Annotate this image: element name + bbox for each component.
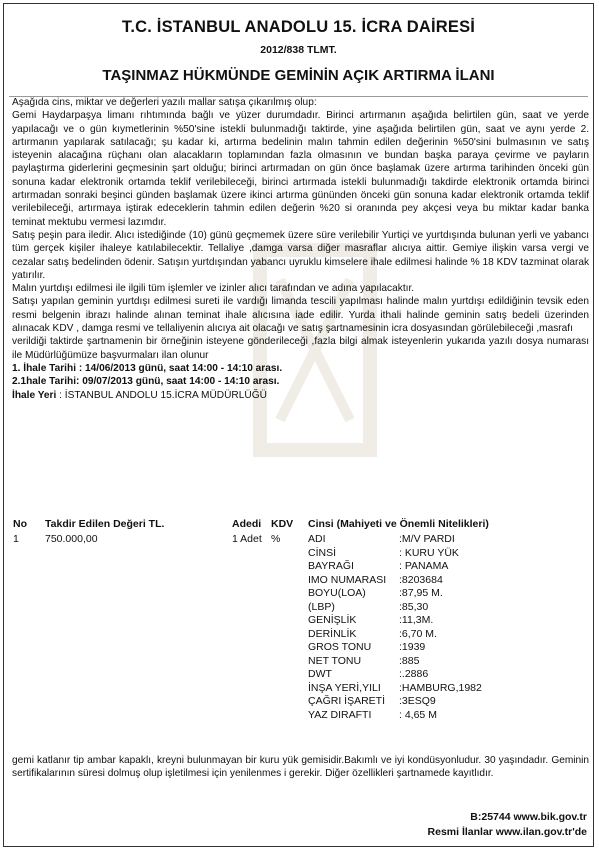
spec-value: :3ESQ9 — [399, 695, 436, 707]
spec-key: YAZ DIRAFTI — [308, 708, 372, 721]
payment-paragraph: Satış peşin para iledir. Alıcı istediğinde (10) günü geçmemek üzere süre verilebilir Yurtiçi ve yurtdışında bulunan yerli ve yabancı tüm gerçek kişiler ihaleye katılabilecektir. Tellaliye ,damga varsa diğer masraflar alıcıya aittir. Gemiye ilişkin varsa vergi ve cezalar satış bedelinden ödenir. Satışın yurtdışından yabancı uyruklu kimselere ihale edilmesi halinde % 18 KDV tazminat olarak yatırılır. — [12, 228, 590, 281]
file-number: 2012/838 TLMT. — [260, 44, 337, 56]
spec-key: İNŞA YERİ,YILI — [308, 681, 381, 694]
row-qty: 1 Adet — [232, 533, 262, 545]
second-auction-date: 2.1hale Tarihi: 09/07/2013 günü, saat 14:00 - 14:10 arası. — [12, 375, 280, 388]
notice-title: TAŞINMAZ HÜKMÜNDE GEMİNİN AÇIK ARTIRMA İLANI — [102, 67, 495, 84]
spec-value: :87,95 M. — [399, 587, 443, 599]
row-kdv: % — [271, 533, 281, 545]
spec-key: GROS TONU — [308, 641, 372, 653]
spec-key: ADI — [308, 533, 326, 545]
spec-key: BAYRAĞI — [308, 560, 354, 572]
first-auction-date: 1. İhale Tarihi : 14/06/2013 günü, saat 14:00 - 14:10 arası. — [12, 361, 283, 374]
spec-value: : 4,65 M — [399, 708, 437, 721]
spec-key: NET TONU — [308, 654, 362, 667]
row-value: 750.000,00 — [45, 533, 98, 545]
intro-paragraph: Aşağıda cins, miktar ve değerleri yazılı mallar satışa çıkarılmış olup: — [12, 96, 317, 108]
spec-value: :M/V PARDI — [399, 533, 455, 545]
spec-key: DWT — [308, 668, 332, 680]
spec-value: :.2886 — [399, 668, 429, 680]
spec-value: :885 — [399, 654, 420, 667]
spec-key: (LBP) — [308, 600, 335, 613]
spec-value: :85,30 — [399, 600, 429, 613]
header-kdv: KDV — [271, 518, 294, 530]
header-no: No — [13, 518, 27, 530]
notice-header — [4, 4, 593, 99]
spec-key: GENİŞLİK — [308, 614, 357, 626]
spec-key: IMO NUMARASI — [308, 573, 387, 586]
official-notices-site: Resmi İlanlar www.ilan.gov.tr'de — [427, 826, 587, 838]
spec-paragraph: verildiği taktirde şartnamenin bir örneğinin isteyene gönderileceği ,fazla bilgi almak isteyenlerin yukarıda yazılı dosya numarası ile Müdürlüğümüze başvurmaları ilan olunur — [12, 335, 590, 361]
header-qty: Adedi — [232, 518, 262, 530]
publication-code: B:25744 www.bik.gov.tr — [470, 811, 587, 823]
auction-place-label: İhale Yeri — [12, 388, 57, 401]
spec-value: :1939 — [399, 641, 426, 653]
row-no: 1 — [13, 533, 19, 545]
header-type: Cinsi (Mahiyeti ve Önemli Nitelikleri) — [308, 518, 489, 530]
spec-value: :11,3M. — [399, 614, 434, 626]
auction-place — [12, 389, 589, 402]
spec-key: CİNSİ — [308, 546, 337, 559]
terms-paragraph: Gemi Haydarpaşya limanı rıhtımında bağlı ve yüzer durumdadır. Birinci artırmanın aşağıda belirtilen gün, saat ve yerde yapılacağı ve o gün kıymetlerinin %50'sine istekli bulunmadığı taktirde, yine aşağıda belirtilen gün, saat ve aynı yerde 2. artırmanın yapılarak satılacağı; şu kadar ki, artırma bedelinin malın tahmin edilen değerinin %50'sini bulmasının ve satış isteyenin alacağına rüçhanı olan alacakların toplamından fazla olmasının ve bundan başka paraya çevirme ve payların paylaştırma giderlerini geçmesinin şart olduğu; birinci artırmadan on gün önce başlamak üzere artırma tarihinden önceki gün sonuna kadar elektronik ortamda teklif verilebileceği, birinci artırmada istekli bulunmadığı takdirde elektronik ortamda birinci artırmadan sonraki beşinci günden başlamak üzere ikinci artırma gününden önceki gün sonuna kadar elektronik ortamda teklif verilebileceği, artırmaya iştirak edeceklerin tahmin edilen değerin %20 si oranında pey akçesi veya bu miktar kadar banka teminat mektubu vermesi lazımdır. — [12, 109, 590, 228]
spec-value: : PANAMA — [399, 560, 449, 572]
registration-paragraph: Satışı yapılan geminin yurtdışı edilmesi sureti ile vardığı limanda tescili yapılması halinde malın yurtdışı edildiğinin tevsik eden resmi belgenin ibrazı halinde alınan teminat ihale alıcısına iade edilir. Yurda ithali halinde geminin satış bedeli üzerinden alınacak KDV , damga resmi ve tellaliyenin alıcıya ait olacağı ve satış şartnamesinin icra dosyasından görülebileceği ,masrafı — [12, 295, 590, 335]
court-name: T.C. İSTANBUL ANADOLU 15. İCRA DAİRESİ — [121, 18, 476, 36]
export-paragraph: Malın yurtdışı edilmesi ile ilgili tüm işlemler ve izinler alıcı tarafından ve adına yapılacaktır. — [12, 282, 415, 295]
spec-value: :8203684 — [399, 573, 443, 586]
spec-key: DERİNLİK — [308, 627, 357, 640]
spec-value: :HAMBURG,1982 — [399, 681, 482, 694]
spec-key: BOYU(LOA) — [308, 587, 366, 599]
spec-key: ÇAĞRI İŞARETİ — [308, 695, 386, 707]
header-value: Takdir Edilen Değeri TL. — [45, 518, 165, 530]
notice-body — [12, 96, 589, 402]
spec-value: : KURU YÜK — [399, 546, 459, 559]
auction-place-value: : İSTANBUL ANDOLU 15.İCRA MÜDÜRLÜĞÜ — [56, 388, 267, 401]
notice-footer — [428, 810, 587, 840]
ship-description: gemi katlanır tip ambar kapaklı, kreyni bulunmayan bir kuru yük gemisidir.Bakımlı ve iyi kondüsyonludur. 30 yaşındadır. Geminin sertifikalarının süresi dolmuş olup işletilmesi için yenilenmes i gerekir. Diğer özellikleri şartnamede kayıtlıdır. — [12, 754, 590, 780]
spec-value: :6,70 M. — [399, 627, 437, 640]
